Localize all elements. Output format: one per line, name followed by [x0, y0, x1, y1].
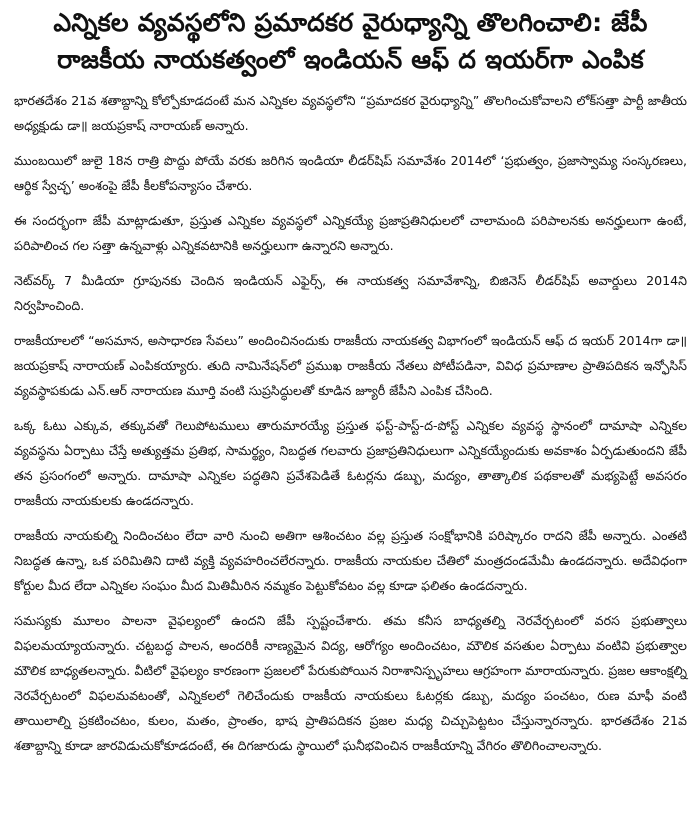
- article-paragraph: రాజకీయాలలో “అసమాన, అసాధారణ సేవలు” అందించినందుకు రాజకీయ నాయకత్వ విభాగంలో ఇండియన్ ఆఫ్ ద ఇయర్ 2014గా డా॥ జయప్రకాష్ నారాయణ్ ఎంపికయ్యారు. తుది నామినేషన్‌లో ప్రముఖ రాజకీయ నేతలు పోటీపడినా, వివిధ ప్రమాణాల ప్రాతిపదికన ఇన్ఫోసిస్ వ్యవస్థాపకుడు ఎన్.ఆర్ నారాయణ మూర్తి వంటి సుప్రసిద్ధులతో కూడిన జ్యూరీ జేపీని ఎంపిక చేసింది.: [14, 333, 687, 398]
- article-paragraph: ఒక్క ఓటు ఎక్కువ, తక్కువతో గెలుపోటములు తారుమారయ్యే ప్రస్తుత ఫస్ట్-పాస్ట్-ద-పోస్ట్ ఎన్నికల వ్యవస్థ స్థానంలో దామాషా ఎన్నికల వ్యవస్థను ఏర్పాటు చేస్తే అత్యుత్తమ ప్రతిభ, సామర్థ్యం, నిబద్ధత గలవారు ప్రజాప్రతినిధులుగా ఎన్నికయ్యేందుకు అవకాశం ఏర్పడుతుందని జేపీ తన ప్రసంగంలో అన్నారు. దామాషా ఎన్నికల పద్ధతిని ప్రవేశపెడితే ఓటర్లను డబ్బు, మద్యం, తాత్కాలిక పథకాలతో మభ్యపెట్టే అవసరం రాజకీయ నాయకులకు ఉండదన్నారు.: [14, 418, 687, 508]
- article-paragraph: నెట్‌వర్క్ 7 మీడియా గ్రూపునకు చెందిన ఇండియన్ ఎఫైర్స్, ఈ నాయకత్వ సమావేశాన్ని, బిజినెస్ లీడర్‌షిప్ అవార్డులు 2014ని నిర్వహించింది.: [14, 273, 687, 313]
- article-paragraph: ఈ సందర్భంగా జేపీ మాట్లాడుతూ, ప్రస్తుత ఎన్నికల వ్యవస్థలో ఎన్నికయ్యే ప్రజాప్రతినిధులలో చాలామంది పరిపాలనకు అనర్హులుగా ఉంటే, పరిపాలించ గల సత్తా ఉన్నవాళ్లు ఎన్నికవటానికి అనర్హులుగా ఉన్నారని అన్నారు.: [14, 213, 687, 253]
- article-paragraph: రాజకీయ నాయకుల్ని నిందించటం లేదా వారి నుంచి అతిగా ఆశించటం వల్ల ప్రస్తుత సంక్షోభానికి పరిష్కారం రాదని జేపీ అన్నారు. ఎంతటి నిబద్ధత ఉన్నా, ఒక పరిమితిని దాటి వ్యక్తి వ్యవహరించలేరన్నారు. రాజకీయ నాయకుల చేతిలో మంత్రదండమేమీ ఉండదన్నారు. అదేవిధంగా కోర్టుల మీద లేదా ఎన్నికల సంఘం మీద మితిమీరిన నమ్మకం పెట్టుకోవటం వల్ల కూడా ఫలితం ఉండదన్నారు.: [14, 528, 687, 593]
- article-paragraph: ముంబయిలో జులై 18న రాత్రి పొద్దు పోయే వరకు జరిగిన ఇండియా లీడర్‌షిప్ సమావేశం 2014లో ‘ప్రభుత్వం, ప్రజాస్వామ్య సంస్కరణలు, ఆర్థిక స్వేచ్ఛ’ అంశంపై జేపీ కీలకోపన్యాసం చేశారు.: [14, 153, 687, 193]
- article-headline: ఎన్నికల వ్యవస్థలోని ప్రమాదకర వైరుధ్యాన్ని తొలగించాలి: జేపీ రాజకీయ నాయకత్వంలో ఇండియన్ ఆఫ్ ద ఇయర్‌గా ఎంపిక: [53, 8, 648, 74]
- article-paragraph: సమస్యకు మూలం పాలనా వైఫల్యంలో ఉందని జేపీ స్పష్టంచేశారు. తమ కనీస బాధ్యతల్ని నెరవేర్చటంలో వరస ప్రభుత్వాలు విఫలమయ్యాయన్నారు. చట్టబద్ధ పాలన, అందరికీ నాణ్యమైన విద్య, ఆరోగ్యం అందించటం, మౌలిక వసతుల ఏర్పాటు వంటివి ప్రభుత్వాల మౌలిక బాధ్యతలన్నారు. వీటిలో వైఫల్యం కారణంగా ప్రజలలో పేరుకుపోయిన నిరాశానిస్పృహలు ఆగ్రహంగా మారాయన్నారు. ప్రజల ఆకాంక్షల్ని నెరవేర్చటంలో విఫలమవటంతో, ఎన్నికలలో గెలిచేందుకు రాజకీయ నాయకులు ఓటర్లకు డబ్బు, మద్యం పంచటం, రుణ మాఫీ వంటి తాయిలాల్ని ప్రకటించటం, కులం, మతం, ప్రాంతం, భాష ప్రాతిపదికన ప్రజల మధ్య చిచ్చుపెట్టటం చేస్తున్నారన్నారు. భారతదేశం 21వ శతాబ్దాన్ని కూడా జారవిడుచుకోకూడదంటే, ఈ దిగజారుడు స్థాయిలో ఘనీభవించిన రాజకీయాన్ని వేగిరం తొలిగించాలన్నారు.: [14, 613, 687, 753]
- article-paragraph: భారతదేశం 21వ శతాబ్దాన్ని కోల్పోకూడదంటే మన ఎన్నికల వ్యవస్థలోని “ప్రమాదకర వైరుధ్యాన్ని” తొలగించుకోవాలని లోక్‌సత్తా పార్టీ జాతీయ అధ్యక్షుడు డా॥ జయప్రకాష్ నారాయణ్ అన్నారు.: [14, 93, 687, 133]
